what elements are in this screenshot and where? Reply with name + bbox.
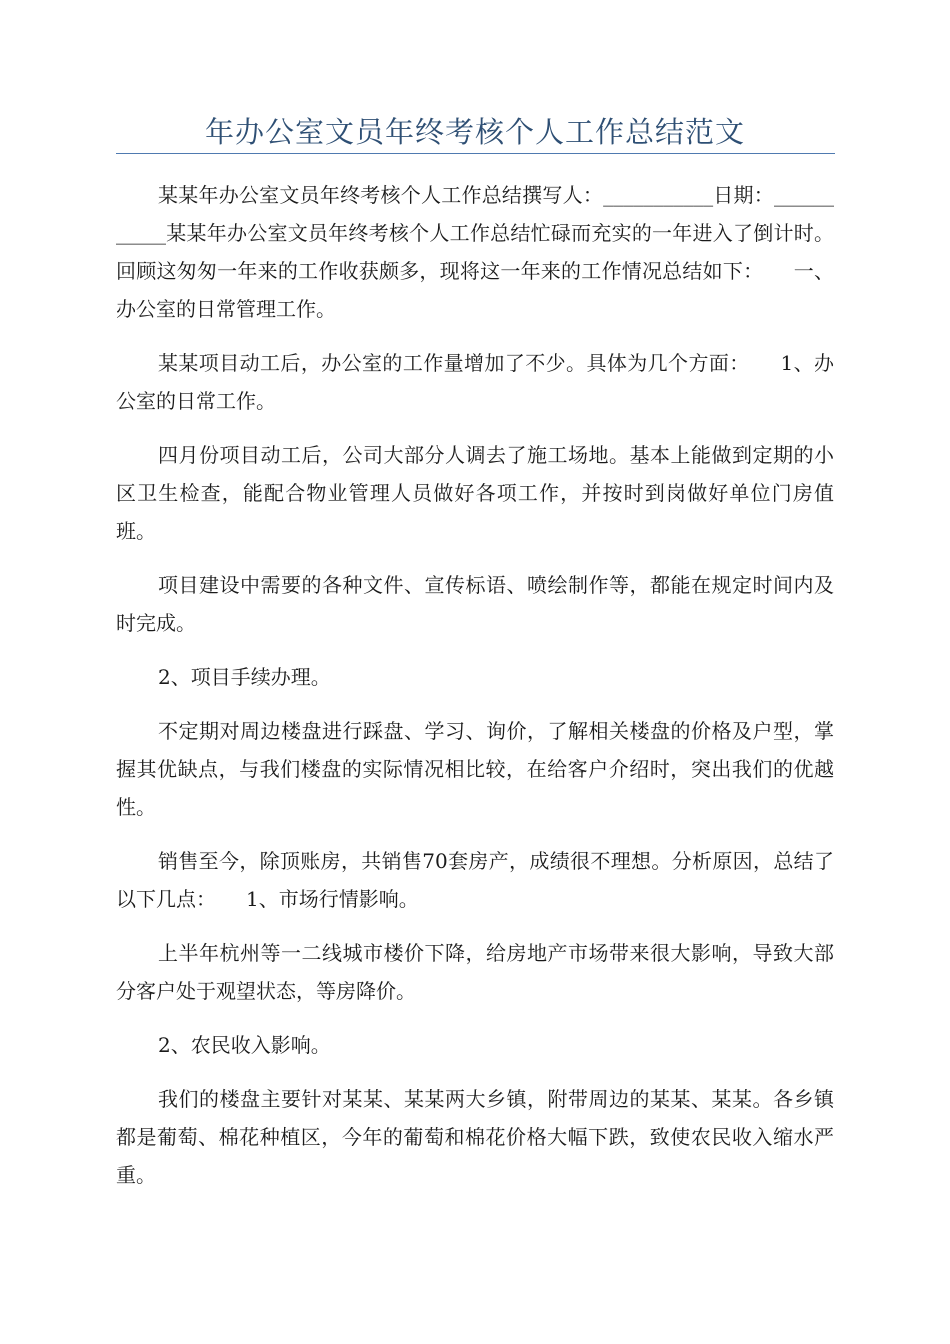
paragraph-6: 不定期对周边楼盘进行踩盘、学习、询价，了解相关楼盘的价格及户型，掌握其优缺点，与我们楼盘的实际情况相比较，在给客户介绍时，突出我们的优越性。 bbox=[116, 719, 834, 819]
paragraph-5: 2、项目手续办理。 bbox=[158, 665, 331, 689]
document-title: 年办公室文员年终考核个人工作总结范文 bbox=[204, 115, 745, 149]
title-underline bbox=[116, 153, 835, 154]
paragraph-7: 销售至今，除顶账房，共销售70套房产，成绩很不理想。分析原因，总结了以下几点： 1、市场行情影响。 bbox=[116, 849, 834, 911]
paragraph-10: 我们的楼盘主要针对某某、某某两大乡镇，附带周边的某某、某某。各乡镇都是葡萄、棉花种植区，今年的葡萄和棉花价格大幅下跌，致使农民收入缩水严重。 bbox=[116, 1087, 834, 1187]
paragraph-9: 2、农民收入影响。 bbox=[158, 1033, 331, 1057]
paragraph-8: 上半年杭州等一二线城市楼价下降，给房地产市场带来很大影响，导致大部分客户处于观望状态，等房降价。 bbox=[116, 941, 834, 1003]
paragraph-4: 项目建设中需要的各种文件、宣传标语、喷绘制作等，都能在规定时间内及时完成。 bbox=[116, 573, 834, 635]
document-body bbox=[116, 176, 834, 1210]
paragraph-2: 某某项目动工后，办公室的工作量增加了不少。具体为几个方面： 1、办公室的日常工作。 bbox=[116, 351, 834, 413]
paragraph-3: 四月份项目动工后，公司大部分人调去了施工场地。基本上能做到定期的小区卫生检查，能配合物业管理人员做好各项工作，并按时到岗做好单位门房值班。 bbox=[116, 443, 834, 543]
paragraph-1: 某某年办公室文员年终考核个人工作总结撰写人：___________日期：___________某某年办公室文员年终考核个人工作总结忙碌而充实的一年进入了倒计时。回顾这匆匆一年来的工作收获颇多，现将这一年来的工作情况总结如下： 一、办公室的日常管理工作。 bbox=[116, 183, 834, 321]
